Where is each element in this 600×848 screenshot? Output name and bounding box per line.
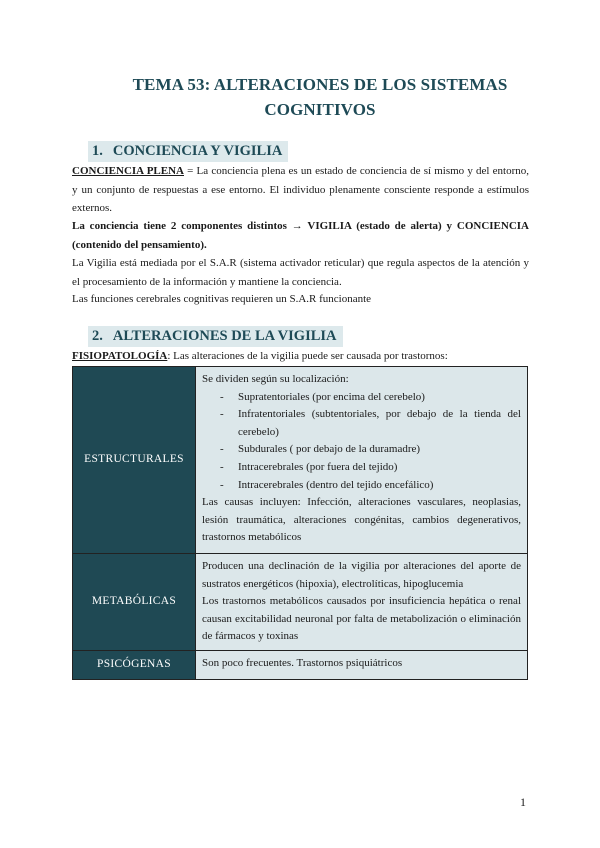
estructurales-causas: Las causas incluyen: Infección, alteraciones vasculares, neoplasias, lesión traumática, alteraciones congénitas, cambios degenerativos, trastornos metabólicos xyxy=(202,496,521,544)
row-content-psicogenas xyxy=(196,650,528,679)
list-item: - Intracerebrales (dentro del tejido encefálico) xyxy=(220,477,521,495)
localizacion-list xyxy=(202,389,521,495)
list-item: - Intracerebrales (por fuera del tejido) xyxy=(220,459,521,477)
section-heading-1 xyxy=(88,141,288,162)
row-content-metabolicas xyxy=(196,554,528,651)
psicogenas-text: Son poco frecuentes. Trastornos psiquiátricos xyxy=(202,656,403,669)
document-title xyxy=(70,72,570,122)
components-statement: La conciencia tiene 2 componentes distintos → VIGILIA (estado de alerta) y CONCIENCIA (contenido del pensamiento). xyxy=(72,220,529,251)
section-heading-2 xyxy=(88,326,343,347)
table-row xyxy=(73,650,528,679)
table-row xyxy=(73,554,528,651)
section-number: 1. xyxy=(92,143,103,159)
definition-text: = La conciencia plena es un estado de conciencia de sí mismo y del entorno, y un conjunto de respuestas a ese entorno. El individuo plenamente consciente responde a estímulos externos. xyxy=(72,165,530,214)
list-item: - Infratentoriales (subtentoriales, por debajo de la tienda del cerebelo) xyxy=(220,406,521,441)
row-label-estructurales: ESTRUCTURALES xyxy=(73,367,196,554)
row-content-estructurales xyxy=(196,367,528,554)
list-item: - Subdurales ( por debajo de la duramadre) xyxy=(220,441,521,459)
alteraciones-table xyxy=(72,366,528,680)
term-fisiopatologia: FISIOPATOLOGÍA xyxy=(72,350,168,362)
fisiopatologia-paragraph xyxy=(72,347,529,366)
section-number: 2. xyxy=(92,328,103,344)
conciencia-plena-paragraph xyxy=(72,162,529,218)
metabolicas-text-1: Producen una declinación de la vigilia por alteraciones del aporte de sustratos energéticos (hipoxia), electrolíticas, hipoglucemia xyxy=(202,560,521,590)
section-heading-text: ALTERACIONES DE LA VIGILIA xyxy=(112,328,337,344)
title-line-2: COGNITIVOS xyxy=(264,100,376,119)
page-number: 1 xyxy=(520,795,526,809)
table-row xyxy=(73,367,528,554)
row-label-psicogenas: PSICÓGENAS xyxy=(73,650,196,679)
sar-paragraph: La Vigilia está mediada por el S.A.R (sistema activador reticular) que regula aspectos de la atención y el procesamiento de la información y mantiene la conciencia. xyxy=(72,257,529,288)
metabolicas-text-2: Los trastornos metabólicos causados por insuficiencia hepática o renal causan excitabilidad neuronal por falta de metabolización o eliminación de fármacos y toxinas xyxy=(202,595,521,643)
estructurales-intro: Se dividen según su localización: xyxy=(202,373,349,385)
row-label-metabolicas: METABÓLICAS xyxy=(73,554,196,651)
list-item: - Supratentoriales (por encima del cerebelo) xyxy=(220,389,521,407)
title-line-1: TEMA 53: ALTERACIONES DE LOS SISTEMAS xyxy=(132,75,508,94)
term-conciencia-plena: CONCIENCIA PLENA xyxy=(72,165,184,177)
section-heading-text: CONCIENCIA Y VIGILIA xyxy=(112,143,283,159)
funciones-paragraph: Las funciones cerebrales cognitivas requieren un S.A.R funcionante xyxy=(72,293,372,305)
fisiopatologia-text: : Las alteraciones de la vigilia puede ser causada por trastornos: xyxy=(167,350,448,362)
